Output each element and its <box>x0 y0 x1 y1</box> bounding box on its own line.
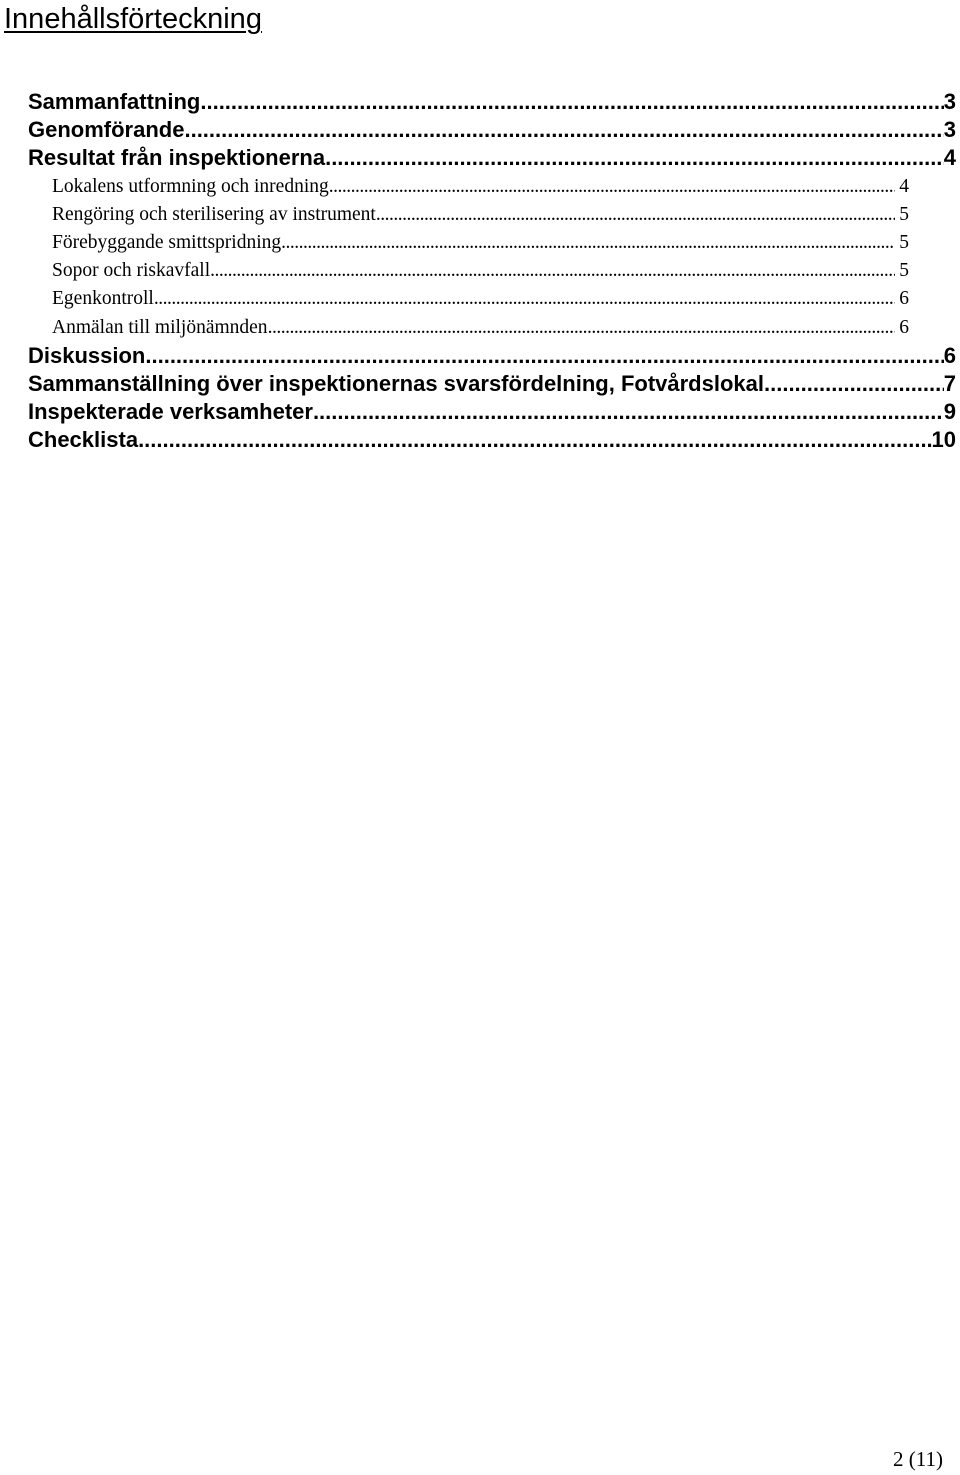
toc-entry-sammanfattning[interactable] <box>28 88 956 116</box>
toc-entry-page: 4 <box>943 145 956 171</box>
toc-entry-genomforande[interactable] <box>28 116 956 144</box>
toc-entry-page: 9 <box>943 399 956 425</box>
toc-entry-page: 6 <box>943 342 956 368</box>
toc-subentry-anmalan[interactable] <box>52 314 909 342</box>
toc-entry-page: 6 <box>899 288 909 310</box>
toc-heading: Innehållsförteckning <box>4 3 262 35</box>
toc-entry-title: Genomförande <box>28 117 185 143</box>
toc-entry-title: Checklista <box>28 427 139 453</box>
toc-entry-title: Lokalens utformning och inredning <box>52 175 329 197</box>
toc-dot-leader <box>764 370 944 398</box>
toc-entry-page: 3 <box>943 89 956 114</box>
toc-entry-checklista[interactable] <box>28 426 956 454</box>
toc-dot-leader <box>145 342 943 370</box>
toc-subentry-sopor[interactable] <box>52 257 909 285</box>
toc-dot-leader <box>200 88 943 116</box>
toc-entry-title: Egenkontroll <box>52 288 154 310</box>
toc-entry-diskussion[interactable] <box>28 342 956 370</box>
toc-entry-page: 4 <box>899 175 909 197</box>
toc-subentry-forebyggande[interactable] <box>52 229 909 257</box>
toc-dot-leader <box>325 144 944 172</box>
toc-subentry-egenkontroll[interactable] <box>52 285 909 313</box>
toc-entry-title: Sammanfattning <box>28 89 201 114</box>
toc-entry-page: 7 <box>943 370 956 396</box>
toc-entry-sammanstallning[interactable] <box>28 370 956 398</box>
toc-subentry-rengoring[interactable] <box>52 201 909 229</box>
toc-dot-leader <box>210 257 895 285</box>
toc-entry-page: 6 <box>899 316 909 338</box>
toc-entry-inspekterade[interactable] <box>28 398 956 426</box>
toc-entry-title: Rengöring och sterilisering av instrument <box>52 203 376 225</box>
toc-entry-page: 5 <box>899 203 909 225</box>
toc-dot-leader <box>281 229 895 257</box>
page-number: 2 (11) <box>893 1447 943 1471</box>
toc-entry-title: Anmälan till miljönämnden <box>52 316 268 338</box>
toc-entry-title: Diskussion <box>28 342 146 368</box>
toc-entry-title: Resultat från inspektionerna <box>28 145 326 171</box>
toc-dot-leader <box>138 426 931 454</box>
toc-entry-title: Sopor och riskavfall <box>52 260 211 282</box>
toc-subentry-lokalens-utformning[interactable] <box>52 173 909 201</box>
toc-dot-leader <box>268 314 896 342</box>
toc-dot-leader <box>154 285 895 313</box>
toc-entry-title: Inspekterade verksamheter <box>28 399 313 425</box>
toc-entry-page: 5 <box>899 231 909 253</box>
toc-entry-title: Sammanställning över inspektionernas svarsfördelning, Fotvårdslokal <box>28 370 764 396</box>
toc-entry-page: 5 <box>899 260 909 282</box>
toc-entry-title: Förebyggande smittspridning <box>52 231 282 253</box>
toc-dot-leader <box>313 398 944 426</box>
toc-dot-leader <box>329 173 896 201</box>
toc-entry-resultat[interactable] <box>28 144 956 172</box>
toc-dot-leader <box>376 201 895 229</box>
toc-entry-page: 3 <box>943 117 956 143</box>
toc-entry-page: 10 <box>931 427 956 453</box>
table-of-contents <box>0 88 960 454</box>
toc-dot-leader <box>184 116 943 144</box>
